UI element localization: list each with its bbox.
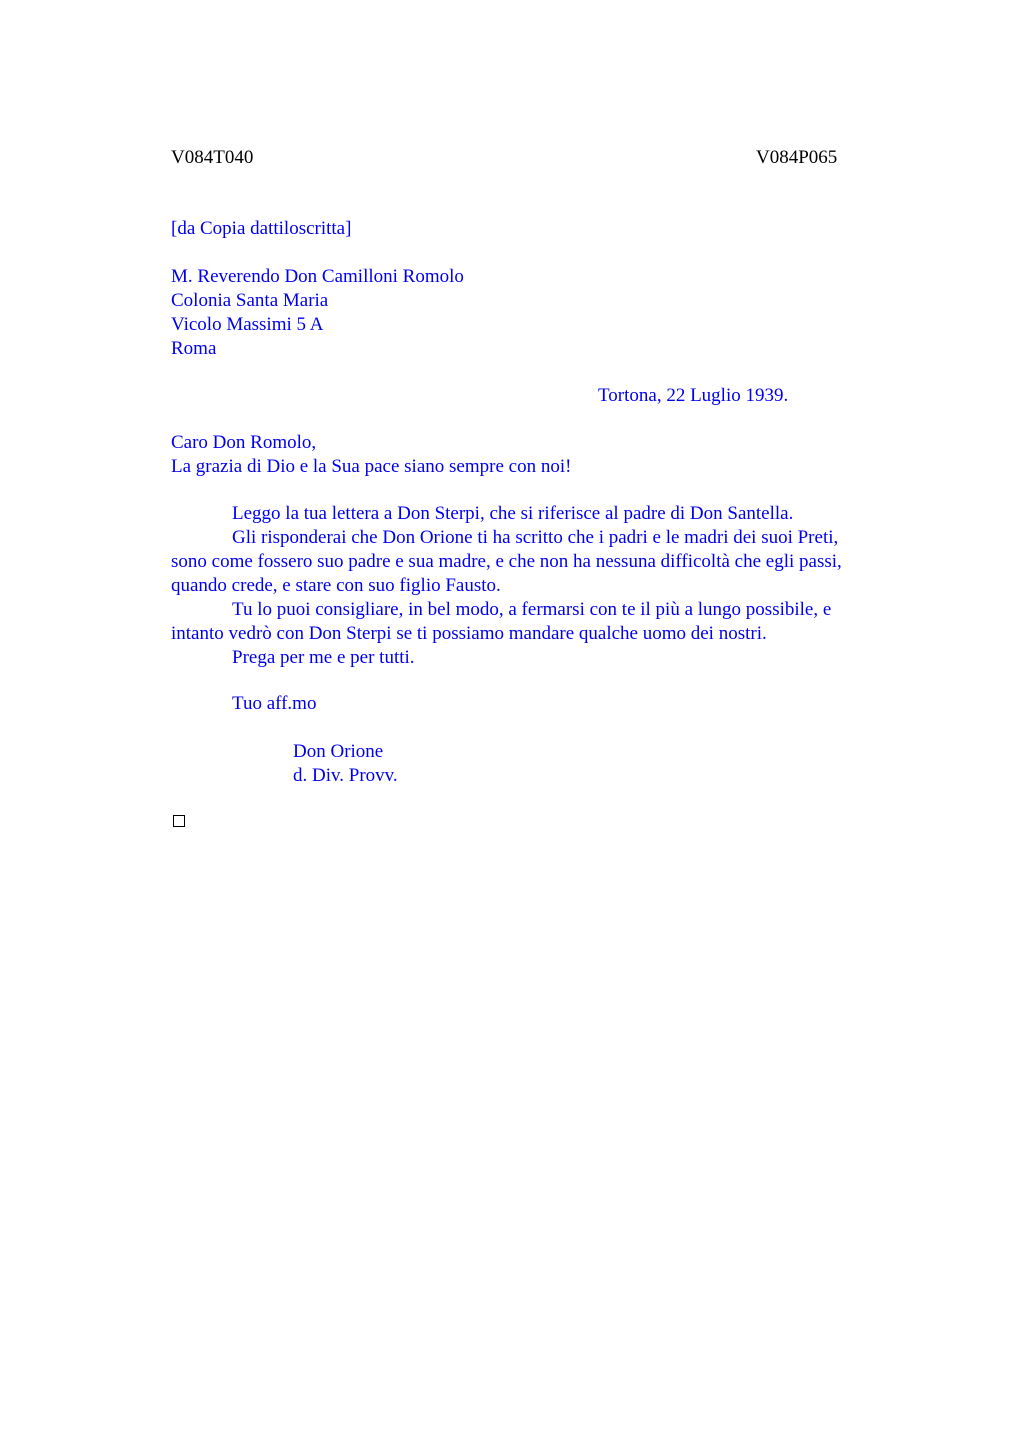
salutation-greeting: Caro Don Romolo, [171,432,317,453]
address-line-recipient: M. Reverendo Don Camilloni Romolo [171,266,464,287]
signature-name: Don Orione [293,741,384,762]
body-line: Leggo la tua lettera a Don Sterpi, che si riferisce al padre di Don Santella. [232,503,794,524]
document-code-right: V084P065 [756,147,838,168]
source-note: [da Copia dattiloscritta] [171,218,352,239]
body-line: Gli risponderai che Don Orione ti ha scritto che i padri e le madri dei suoi Preti, [232,527,839,548]
dateline: Tortona, 22 Luglio 1939. [598,385,789,406]
salutation [171,431,571,479]
signature-block [293,740,398,788]
recipient-address [171,265,464,361]
letter-body [171,502,911,670]
closing: Tuo aff.mo [232,693,317,714]
body-line: Prega per me e per tutti. [232,647,415,668]
body-line: quando crede, e stare con suo figlio Fausto. [171,575,501,596]
address-line-institution: Colonia Santa Maria [171,290,329,311]
body-line: Tu lo puoi consigliare, in bel modo, a fermarsi con te il più a lungo possibile, e [232,599,832,620]
document-code-left: V084T040 [171,147,254,168]
body-line: intanto vedrò con Don Sterpi se ti possiamo mandare qualche uomo dei nostri. [171,623,767,644]
salutation-blessing: La grazia di Dio e la Sua pace siano sempre con noi! [171,456,572,477]
end-marker-box-icon [173,815,185,827]
body-line: sono come fossero suo padre e sua madre, e che non ha nessuna difficoltà che egli passi, [171,551,842,572]
address-line-city: Roma [171,338,217,359]
signature-title: d. Div. Provv. [293,765,398,786]
address-line-street: Vicolo Massimi 5 A [171,314,324,335]
